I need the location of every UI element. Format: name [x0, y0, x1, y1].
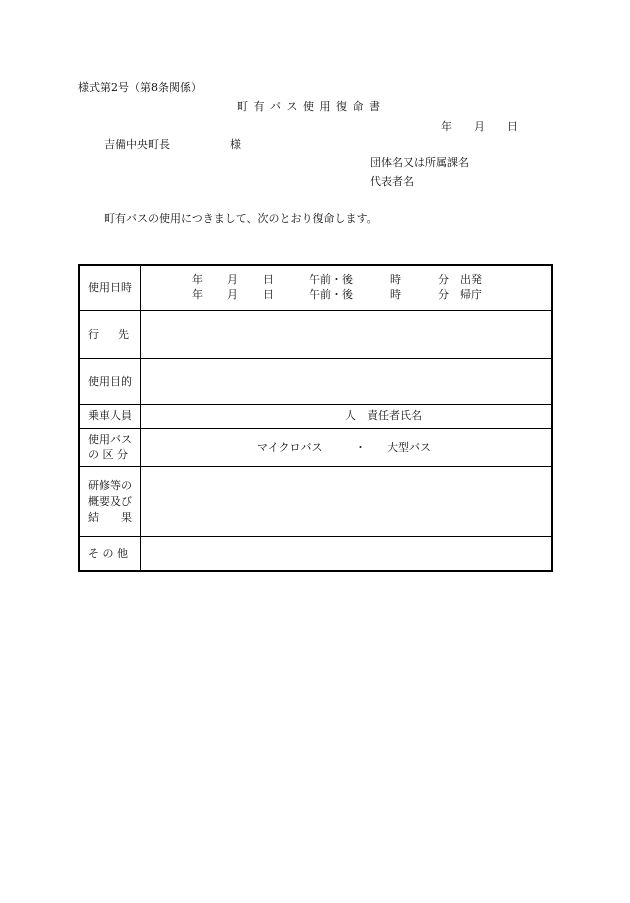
row-bus-type: [80, 428, 551, 467]
depart-action: 出発: [460, 273, 482, 286]
label-bus-type-1: 使用バス: [88, 433, 132, 446]
label-training-3: 結 果: [88, 511, 132, 524]
return-action: 帰庁: [460, 288, 482, 301]
body-text: 町有バスの使用につきまして、次のとおり復命します。: [104, 212, 378, 225]
honorific: 様: [230, 138, 241, 151]
depart-day: 日: [263, 273, 274, 286]
date-line: 年 月 日: [441, 120, 518, 133]
row-training: [80, 466, 551, 537]
responsible-name-label: 責任者氏名: [367, 409, 422, 422]
row-passengers: [80, 404, 551, 429]
return-minute: 分: [438, 288, 449, 301]
label-destination-1: 行: [88, 328, 99, 341]
depart-minute: 分: [438, 273, 449, 286]
addressee: 吉備中央町長: [104, 138, 170, 151]
row-purpose: [80, 358, 551, 405]
return-hour: 時: [390, 288, 401, 301]
form-number: 様式第2号（第8条関係）: [78, 81, 202, 94]
report-table: [78, 264, 553, 572]
return-year: 年: [192, 288, 203, 301]
return-month: 月: [227, 288, 238, 301]
organization-label: 団体名又は所属課名: [370, 156, 469, 169]
document-title: 町 有 バ ス 使 用 復 命 書: [237, 100, 381, 113]
depart-month: 月: [227, 273, 238, 286]
depart-hour: 時: [390, 273, 401, 286]
label-passengers: 乗車人員: [88, 409, 132, 422]
row-destination: [80, 310, 551, 359]
label-bus-type-2: の 区 分: [88, 448, 128, 461]
return-day: 日: [263, 288, 274, 301]
row-usage-datetime: [80, 266, 551, 310]
passengers-unit: 人: [345, 409, 356, 422]
depart-year: 年: [192, 273, 203, 286]
label-training-1: 研修等の: [88, 479, 132, 492]
label-usage-datetime: 使用日時: [88, 281, 132, 294]
bus-option-separator: ・: [355, 441, 366, 454]
label-training-2: 概要及び: [88, 495, 132, 508]
label-destination-2: 先: [118, 328, 129, 341]
bus-option-micro: マイクロバス: [257, 441, 323, 454]
label-other: そ の 他: [88, 547, 128, 560]
representative-label: 代表者名: [370, 175, 414, 188]
bus-option-large: 大型バス: [387, 441, 431, 454]
row-other: [80, 536, 551, 571]
return-ampm: 午前・後: [309, 288, 353, 301]
label-purpose: 使用目的: [88, 375, 132, 388]
depart-ampm: 午前・後: [309, 273, 353, 286]
